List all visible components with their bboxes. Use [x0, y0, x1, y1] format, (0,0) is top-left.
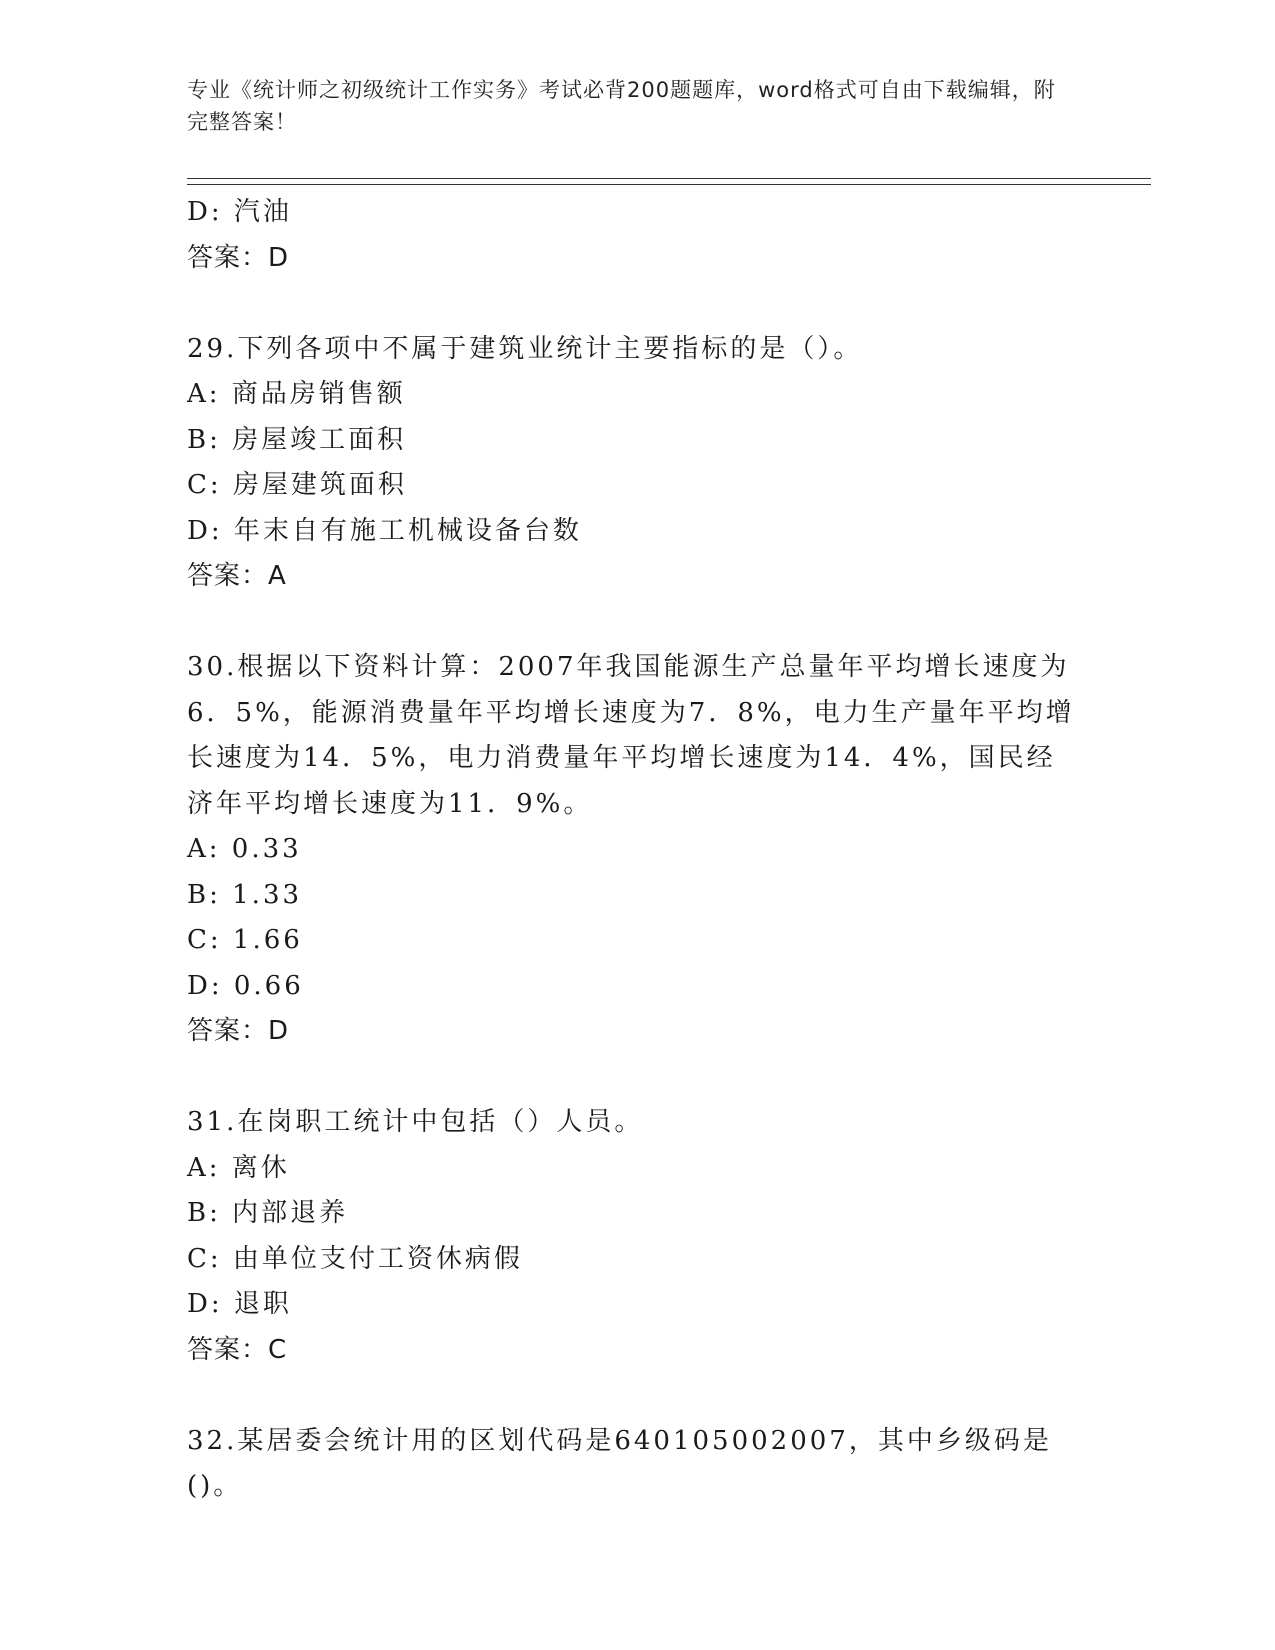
- question-content: [187, 190, 1087, 1510]
- prev-answer: 答案：D: [187, 242, 290, 273]
- document-header: 专业《统计师之初级统计工作实务》考试必背200题题库，word格式可自由下载编辑，附完整答案！: [187, 78, 1056, 134]
- q30-option-a: A: 0.33: [187, 834, 302, 864]
- q29-option-a: A: 商品房销售额: [187, 379, 406, 409]
- prev-option-d: D: 汽油: [187, 197, 292, 227]
- q29-option-c: C: 房屋建筑面积: [187, 470, 407, 500]
- q32-stem: 32.某居委会统计用的区划代码是640105002007，其中乡级码是()。: [187, 1425, 1052, 1501]
- header-divider-bottom: [187, 184, 1151, 185]
- q29-answer: 答案：A: [187, 561, 287, 591]
- q30-option-d: D: 0.66: [187, 970, 304, 1001]
- q31-option-a: A: 离休: [187, 1152, 290, 1183]
- q29-option-d: D: 年末自有施工机械设备台数: [187, 515, 582, 546]
- q31-option-d: D: 退职: [187, 1289, 292, 1319]
- q29-stem: 29.下列各项中不属于建筑业统计主要指标的是（）。: [187, 333, 863, 364]
- q31-stem: 31.在岗职工统计中包括（）人员。: [187, 1107, 644, 1137]
- q30-stem: 30.根据以下资料计算：2007年我国能源生产总量年平均增长速度为6．5%，能源消费量年平均增长速度为7．8%，电力生产量年平均增长速度为14．5%，电力消费量年平均增长速度为14．4%，国民经济年平均增长速度为11．9%。: [187, 652, 1075, 819]
- q29-option-b: B: 房屋竣工面积: [187, 424, 407, 455]
- header-divider-top: [187, 178, 1151, 179]
- q31-option-c: C: 由单位支付工资休病假: [187, 1243, 523, 1274]
- q30-option-b: B: 1.33: [187, 879, 303, 910]
- q31-answer: 答案：C: [187, 1334, 288, 1365]
- q30-answer: 答案：D: [187, 1016, 290, 1046]
- q31-option-b: B: 内部退养: [187, 1198, 349, 1228]
- q30-option-c: C: 1.66: [187, 925, 303, 955]
